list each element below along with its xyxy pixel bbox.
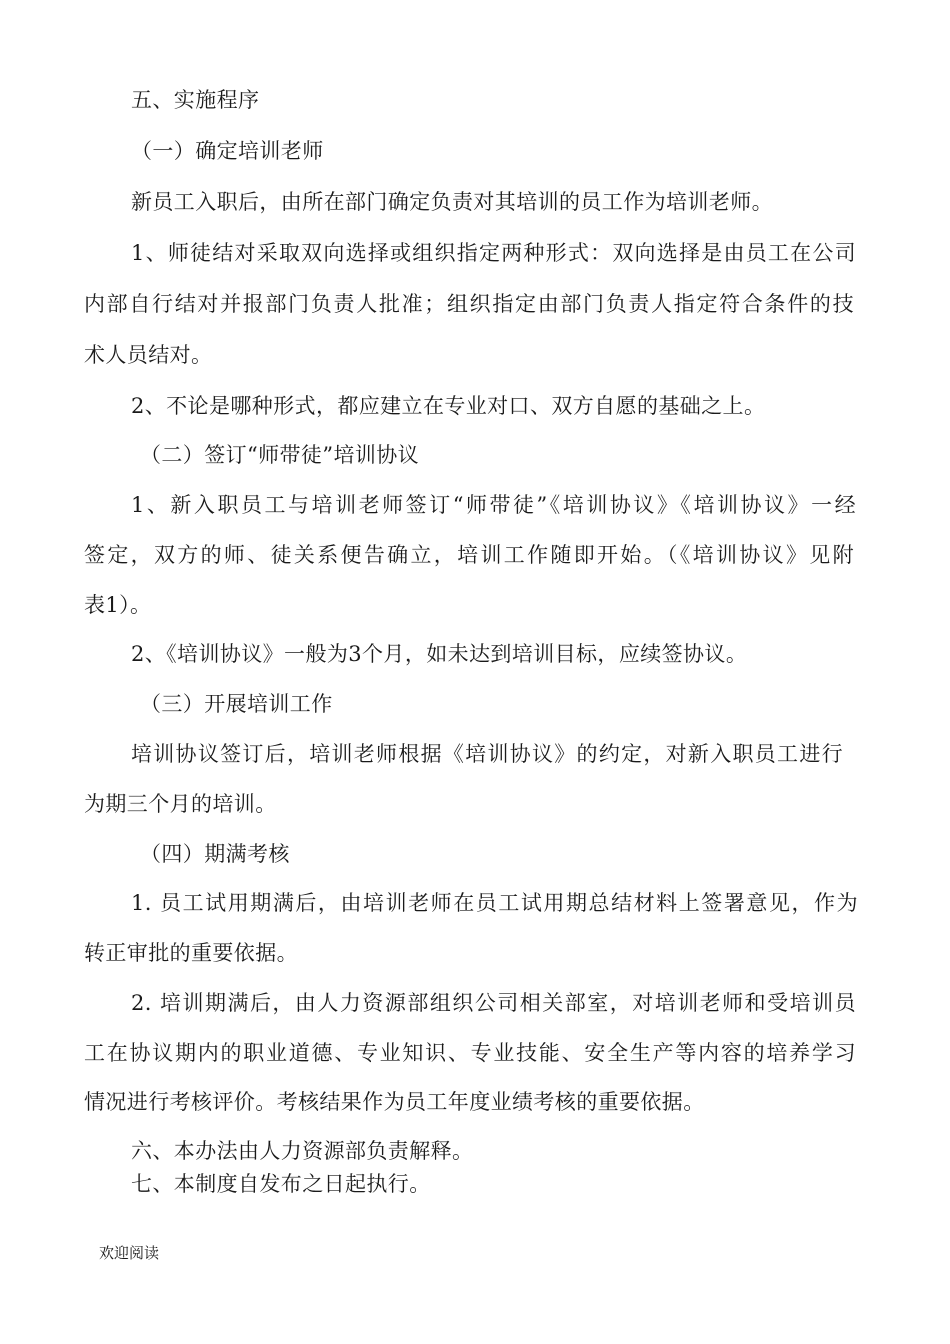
paragraph-line: 为期三个月的培训。 xyxy=(84,792,277,816)
paragraph-line: 情况进行考核评价。考核结果作为员工年度业绩考核的重要依据。 xyxy=(84,1090,705,1114)
paragraph-line: 2、《培训协议》一般为3个月，如未达到培训目标，应续签协议。 xyxy=(131,642,748,666)
subsection-heading: （三）开展培训工作 xyxy=(140,692,333,716)
paragraph-line: 新员工入职后，由所在部门确定负责对其培训的员工作为培训老师。 xyxy=(131,190,773,214)
subsection-heading: （一）确定培训老师 xyxy=(131,139,324,163)
section-heading: 七、本制度自发布之日起执行。 xyxy=(131,1172,431,1196)
paragraph-line: 1、师徒结对采取双向选择或组织指定两种形式：双向选择是由员工在公司 xyxy=(131,241,856,265)
paragraph-line: 工在协议期内的职业道德、专业知识、专业技能、安全生产等内容的培养学习 xyxy=(84,1041,856,1065)
section-heading: 六、本办法由人力资源部负责解释。 xyxy=(131,1139,474,1163)
paragraph-line: 培训协议签订后，培训老师根据《培训协议》的约定，对新入职员工进行 xyxy=(131,742,843,766)
paragraph-line: 转正审批的重要依据。 xyxy=(84,941,298,965)
paragraph-line: 2. 培训期满后，由人力资源部组织公司相关部室，对培训老师和受培训员 xyxy=(131,991,856,1015)
paragraph-line: 表1）。 xyxy=(84,593,152,617)
page-footer: 欢迎阅读 xyxy=(99,1244,160,1262)
paragraph-line: 2、不论是哪种形式，都应建立在专业对口、双方自愿的基础之上。 xyxy=(131,394,766,418)
section-heading: 五、实施程序 xyxy=(131,88,260,112)
paragraph-line: 内部自行结对并报部门负责人批准；组织指定由部门负责人指定符合条件的技 xyxy=(84,292,854,316)
paragraph-line: 术人员结对。 xyxy=(84,343,213,367)
paragraph-line: 1、新入职员工与培训老师签订“师带徒”《培训协议》《培训协议》一经 xyxy=(131,493,856,517)
paragraph-line: 签定，双方的师、徒关系便告确立，培训工作随即开始。（《培训协议》见附 xyxy=(84,543,854,567)
subsection-heading: （四）期满考核 xyxy=(140,842,290,866)
subsection-heading: （二）签订“师带徒”培训协议 xyxy=(140,443,420,467)
paragraph-line: 1. 员工试用期满后，由培训老师在员工试用期总结材料上签署意见，作为 xyxy=(131,891,858,915)
